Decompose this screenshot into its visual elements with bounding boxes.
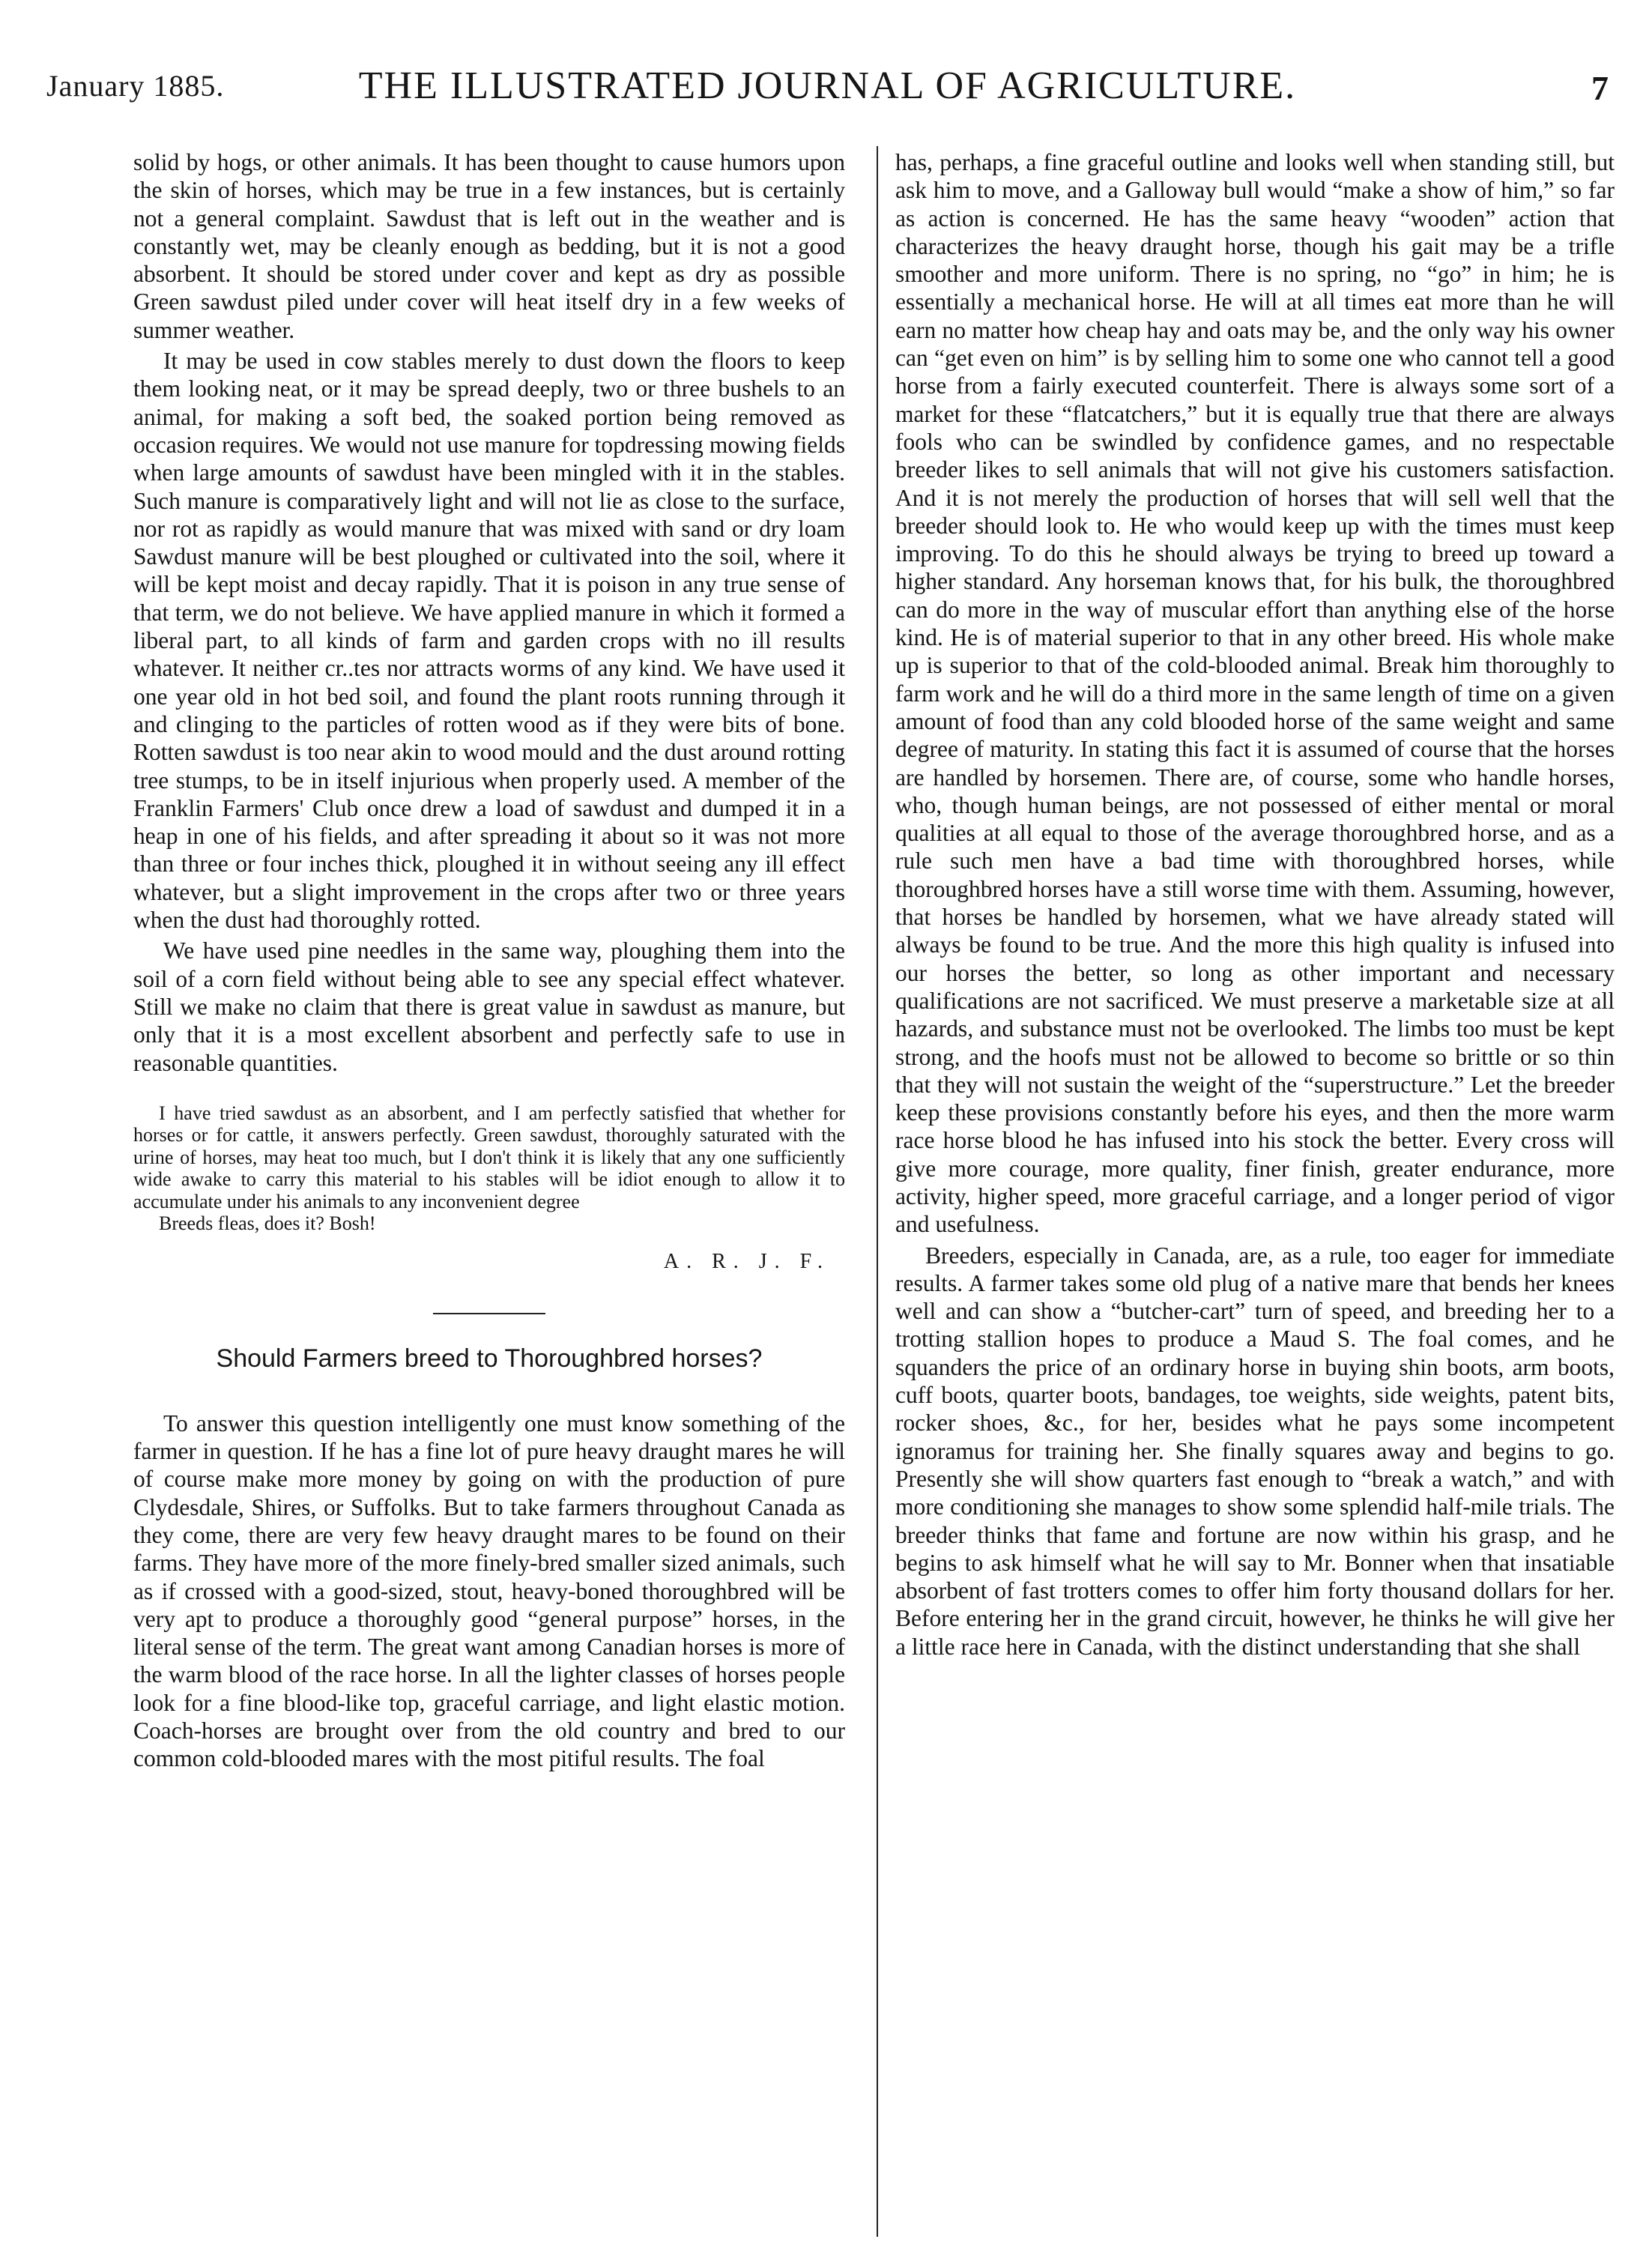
right-column <box>895 148 1615 1664</box>
reader-letter <box>133 1102 845 1235</box>
paragraph: Breeders, especially in Canada, are, as a rule, too eager for immediate results. A farmer takes some old plug of a native mare that bends her knees well and can show a “butcher-cart” turn of speed, and breeding her to a trotting stallion hopes to produce a Maud S. The foal comes, and he squanders the price of an ordinary horse in buying shin boots, arm boots, cuff boots, quarter boots, bandages, toe weights, side weights, patent bits, rocker shoes, &c., for her, besides what he pays some incompetent ignoramus for training her. She finally squares away and begins to go. Presently she will show quarters fast enough to “break a watch,” and with more conditioning she manages to show some splendid half-mile trials. The breeder thinks that fame and fortune are now within his grasp, and he begins to ask himself what he will say to Mr. Bonner when that insatiable absorbent of fast trotters comes to offer him forty thousand dollars for her. Before entering her in the grand circuit, however, he thinks he will give her a little race here in Canada, with the distinct understanding that she shall <box>895 1242 1615 1660</box>
letter-paragraph: I have tried sawdust as an absorbent, and I am perfectly satisfied that whether for horses or for cattle, it answers perfectly. Green sawdust, thoroughly saturated with the urine of horses, may heat too much, but I don't think it is likely that any one sufficiently wide awake to carry this material to his stables will be idiot enough to allow it to accumulate under his animals to any inconvenient degree <box>133 1102 845 1212</box>
paragraph: It may be used in cow stables merely to dust down the floors to keep them looking neat, or it may be spread deeply, two or three bushels to an animal, for making a soft bed, the soaked portion being removed as occasion requires. We would not use manure for topdressing mowing fields when large amounts of sawdust have been mingled with it in the stables. Such manure is comparatively light and will not lie as close to the surface, nor rot as rapidly as would manure that was mixed with sand or dry loam Sawdust manure will be best ploughed or cultivated into the soil, where it will be kept moist and decay rapidly. That it is poison in any true sense of that term, we do not believe. We have applied manure in which it formed a liberal part, to all kinds of farm and garden crops with no ill results whatever. It neither cr..tes nor attracts worms of any kind. We have used it one year old in hot bed soil, and found the plant roots running through it and clinging to the particles of rotten wood as if they were bits of bone. Rotten sawdust is too near akin to wood mould and the dust around rotting tree stumps, to be in itself injurious when properly used. A member of the Franklin Farmers' Club once drew a load of sawdust and dumped it in a heap in one of his fields, and after spreading it about so it was not more than three or four inches thick, ploughed it in without seeing any ill effect whatever, but a slight improvement in the crops after two or three years when the dust had thoroughly rotted. <box>133 348 845 934</box>
article-paragraph: To answer this question intelligently one must know something of the farmer in question. If he has a fine lot of pure heavy draught mares he will of course make more money by going on with the production of pure Clydesdale, Shires, or Suffolks. But to take farmers throughout Canada as they come, there are very few heavy draught mares to be found on their farms. They have more of the more finely-bred smaller sized animals, such as if crossed with a good-sized, stout, heavy-boned thoroughbred will be very apt to produce a thoroughly good “general purpose” horses, in the literal sense of the term. The great want among Canadian horses is more of the warm blood of the race horse. In all the lighter classes of horses people look for a fine blood-like top, graceful carriage, and light elastic motion. Coach-horses are brought over from the old country and bred to our common cold-blooded mares with the most pitiful results. The foal <box>133 1410 845 1772</box>
page-header <box>46 64 1609 116</box>
paragraph: We have used pine needles in the same way, ploughing them into the soil of a corn field without being able to see any special effect whatever. Still we make no claim that there is great value in sawdust as manure, but only that it is a most excellent absorbent and perfectly safe to use in reasonable quantities. <box>133 937 845 1076</box>
paragraph: solid by hogs, or other animals. It has been thought to cause humors upon the skin of horses, which may be true in a few instances, but is certainly not a general complaint. Sawdust that is left out in the weather and is constantly wet, may be cleanly enough as bedding, but it is not a good absorbent. It should be stored under cover and kept as dry as possible Green sawdust piled under cover will heat itself dry in a few weeks of summer weather. <box>133 149 845 343</box>
issue-date: January 1885. <box>46 69 225 103</box>
page-number: 7 <box>1591 69 1609 107</box>
letter-paragraph: Breeds fleas, does it? Bosh! <box>159 1212 376 1235</box>
journal-title: THE ILLUSTRATED JOURNAL OF AGRICULTURE. <box>358 64 1297 107</box>
letter-signature: A. R. J. F. <box>663 1249 830 1273</box>
paragraph: has, perhaps, a fine graceful outline and looks well when standing still, but ask him to move, and a Galloway bull would “make a show of him,” so far as action is concerned. He has the same heavy “wooden” action that characterizes the heavy draught horse, though his gait may be a trifle smoother and more uniform. There is no spring, no “go” in him; he is essentially a mechanical horse. He will at all times eat more than he will earn no matter how cheap hay and oats may be, and the only way his owner can “get even on him” is by selling him to some one who cannot tell a good horse from a fairly executed counterfeit. There is always some sort of a market for these “flatcatchers,” but it is equally true that there are always fools who can be swindled by confidence games, and no respectable breeder likes to sell animals that will not give his customers satisfaction. And it is not merely the production of horses that will sell well that the breeder should look to. He who would keep up with the times must keep improving. To do this he should always be trying to breed up toward a higher standard. Any horseman knows that, for his bulk, the thoroughbred can do more in the way of muscular effort than anything else of the horse kind. He is of material superior to that in any other breed. His whole make up is superior to that of the cold-blooded animal. Break him thoroughly to farm work and he will do a third more in the same length of time on a given amount of food than any cold blooded horse of the same weight and same degree of maturity. In stating this fact it is assumed of course that the horses are handled by horsemen. There are, of course, some who handle horses, who, though human beings, are not possessed of either mental or moral qualities at all equal to those of the average thoroughbred horse, and as a rule such men have a bad time with thoroughbred horses, while thoroughbred horses have a still worse time with them. Assuming, however, that horses be handled by horsemen, what we have already stated will always be found to be true. And the more this high quality is infused into our horses the better, so long as other important and necessary qualifications are not sacrificed. We must preserve a marketable size at all hazards, and substance must not be overlooked. The limbs too must be kept strong, and the hoofs must not be allowed to become so brittle or so thin that they will not sustain the weight of the “superstructure.” Let the breeder keep these provisions constantly before his eyes, and then the more warm race horse blood he has infused into his stock the better. Every cross will give more courage, more quality, finer finish, greater endurance, more activity, higher speed, more graceful carriage, and a longer period of vigor and usefulness. <box>895 149 1615 1238</box>
section-divider <box>433 1313 545 1314</box>
column-divider <box>877 146 878 2237</box>
article-title: Should Farmers breed to Thoroughbred horses? <box>216 1344 763 1373</box>
left-column <box>133 148 845 1776</box>
